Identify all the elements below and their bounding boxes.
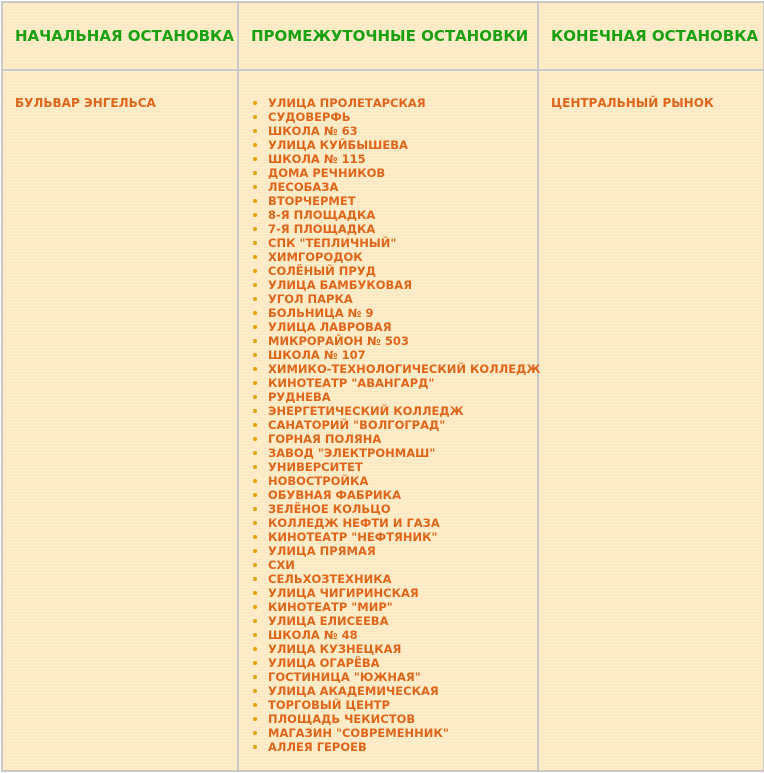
list-item: АЛЛЕЯ ГЕРОЕВ bbox=[265, 740, 537, 754]
list-item: ШКОЛА № 107 bbox=[265, 348, 537, 362]
list-item: УЛИЦА ПРОЛЕТАРСКАЯ bbox=[265, 96, 537, 110]
list-item: УЛИЦА КУЙБЫШЕВА bbox=[265, 138, 537, 152]
list-item: ХИМГОРОДОК bbox=[265, 250, 537, 264]
list-item: САНАТОРИЙ "ВОЛГОГРАД" bbox=[265, 418, 537, 432]
list-item: КИНОТЕАТР "НЕФТЯНИК" bbox=[265, 530, 537, 544]
list-item: РУДНЕВА bbox=[265, 390, 537, 404]
intermediate-stops-cell bbox=[238, 70, 541, 771]
list-item: УЛИЦА БАМБУКОВАЯ bbox=[265, 278, 537, 292]
list-item: УЛИЦА ЛАВРОВАЯ bbox=[265, 320, 537, 334]
header-intermediate-stops: ПРОМЕЖУТОЧНЫЕ ОСТАНОВКИ bbox=[238, 2, 538, 70]
start-stop-name: БУЛЬВАР ЭНГЕЛЬСА bbox=[15, 96, 156, 110]
table-body-row bbox=[2, 70, 764, 771]
list-item: СУДОВЕРФЬ bbox=[265, 110, 537, 124]
list-item: ОБУВНАЯ ФАБРИКА bbox=[265, 488, 537, 502]
list-item: УЛИЦА ОГАРЁВА bbox=[265, 656, 537, 670]
list-item: БОЛЬНИЦА № 9 bbox=[265, 306, 537, 320]
list-item: МИКРОРАЙОН № 503 bbox=[265, 334, 537, 348]
start-stop-cell bbox=[2, 70, 238, 771]
intermediate-stops-list bbox=[265, 96, 541, 754]
list-item: МАГАЗИН "СОВРЕМЕННИК" bbox=[265, 726, 537, 740]
list-item: СОЛЁНЫЙ ПРУД bbox=[265, 264, 537, 278]
list-item: УЛИЦА ЧИГИРИНСКАЯ bbox=[265, 586, 537, 600]
list-item: ШКОЛА № 63 bbox=[265, 124, 537, 138]
list-item: УЛИЦА КУЗНЕЦКАЯ bbox=[265, 642, 537, 656]
list-item: 8-Я ПЛОЩАДКА bbox=[265, 208, 537, 222]
list-item: ГОСТИНИЦА "ЮЖНАЯ" bbox=[265, 670, 537, 684]
list-item: УЛИЦА АКАДЕМИЧЕСКАЯ bbox=[265, 684, 537, 698]
list-item: ЛЕСОБАЗА bbox=[265, 180, 537, 194]
list-item: ХИМИКО-ТЕХНОЛОГИЧЕСКИЙ КОЛЛЕДЖ bbox=[265, 362, 537, 376]
list-item: УЛИЦА ЕЛИСЕЕВА bbox=[265, 614, 537, 628]
list-item: ДОМА РЕЧНИКОВ bbox=[265, 166, 537, 180]
list-item: УГОЛ ПАРКА bbox=[265, 292, 537, 306]
list-item: ШКОЛА № 48 bbox=[265, 628, 537, 642]
header-end-stop: КОНЕЧНАЯ ОСТАНОВКА bbox=[538, 2, 764, 70]
list-item: СХИ bbox=[265, 558, 537, 572]
list-item: ШКОЛА № 115 bbox=[265, 152, 537, 166]
route-stops-table bbox=[1, 1, 764, 772]
list-item: ВТОРЧЕРМЕТ bbox=[265, 194, 537, 208]
list-item: КОЛЛЕДЖ НЕФТИ И ГАЗА bbox=[265, 516, 537, 530]
list-item: ПЛОЩАДЬ ЧЕКИСТОВ bbox=[265, 712, 537, 726]
end-stop-cell bbox=[538, 70, 764, 771]
list-item: УЛИЦА ПРЯМАЯ bbox=[265, 544, 537, 558]
list-item: ЭНЕРГЕТИЧЕСКИЙ КОЛЛЕДЖ bbox=[265, 404, 537, 418]
list-item: НОВОСТРОЙКА bbox=[265, 474, 537, 488]
table-header-row bbox=[2, 2, 764, 70]
header-start-stop: НАЧАЛЬНАЯ ОСТАНОВКА bbox=[2, 2, 238, 70]
list-item: ТОРГОВЫЙ ЦЕНТР bbox=[265, 698, 537, 712]
list-item: СЕЛЬХОЗТЕХНИКА bbox=[265, 572, 537, 586]
list-item: 7-Я ПЛОЩАДКА bbox=[265, 222, 537, 236]
list-item: УНИВЕРСИТЕТ bbox=[265, 460, 537, 474]
list-item: КИНОТЕАТР "АВАНГАРД" bbox=[265, 376, 537, 390]
end-stop-name: ЦЕНТРАЛЬНЫЙ РЫНОК bbox=[551, 96, 714, 110]
list-item: ЗАВОД "ЭЛЕКТРОНМАШ" bbox=[265, 446, 537, 460]
list-item: ГОРНАЯ ПОЛЯНА bbox=[265, 432, 537, 446]
list-item: СПК "ТЕПЛИЧНЫЙ" bbox=[265, 236, 537, 250]
list-item: ЗЕЛЁНОЕ КОЛЬЦО bbox=[265, 502, 537, 516]
list-item: КИНОТЕАТР "МИР" bbox=[265, 600, 537, 614]
